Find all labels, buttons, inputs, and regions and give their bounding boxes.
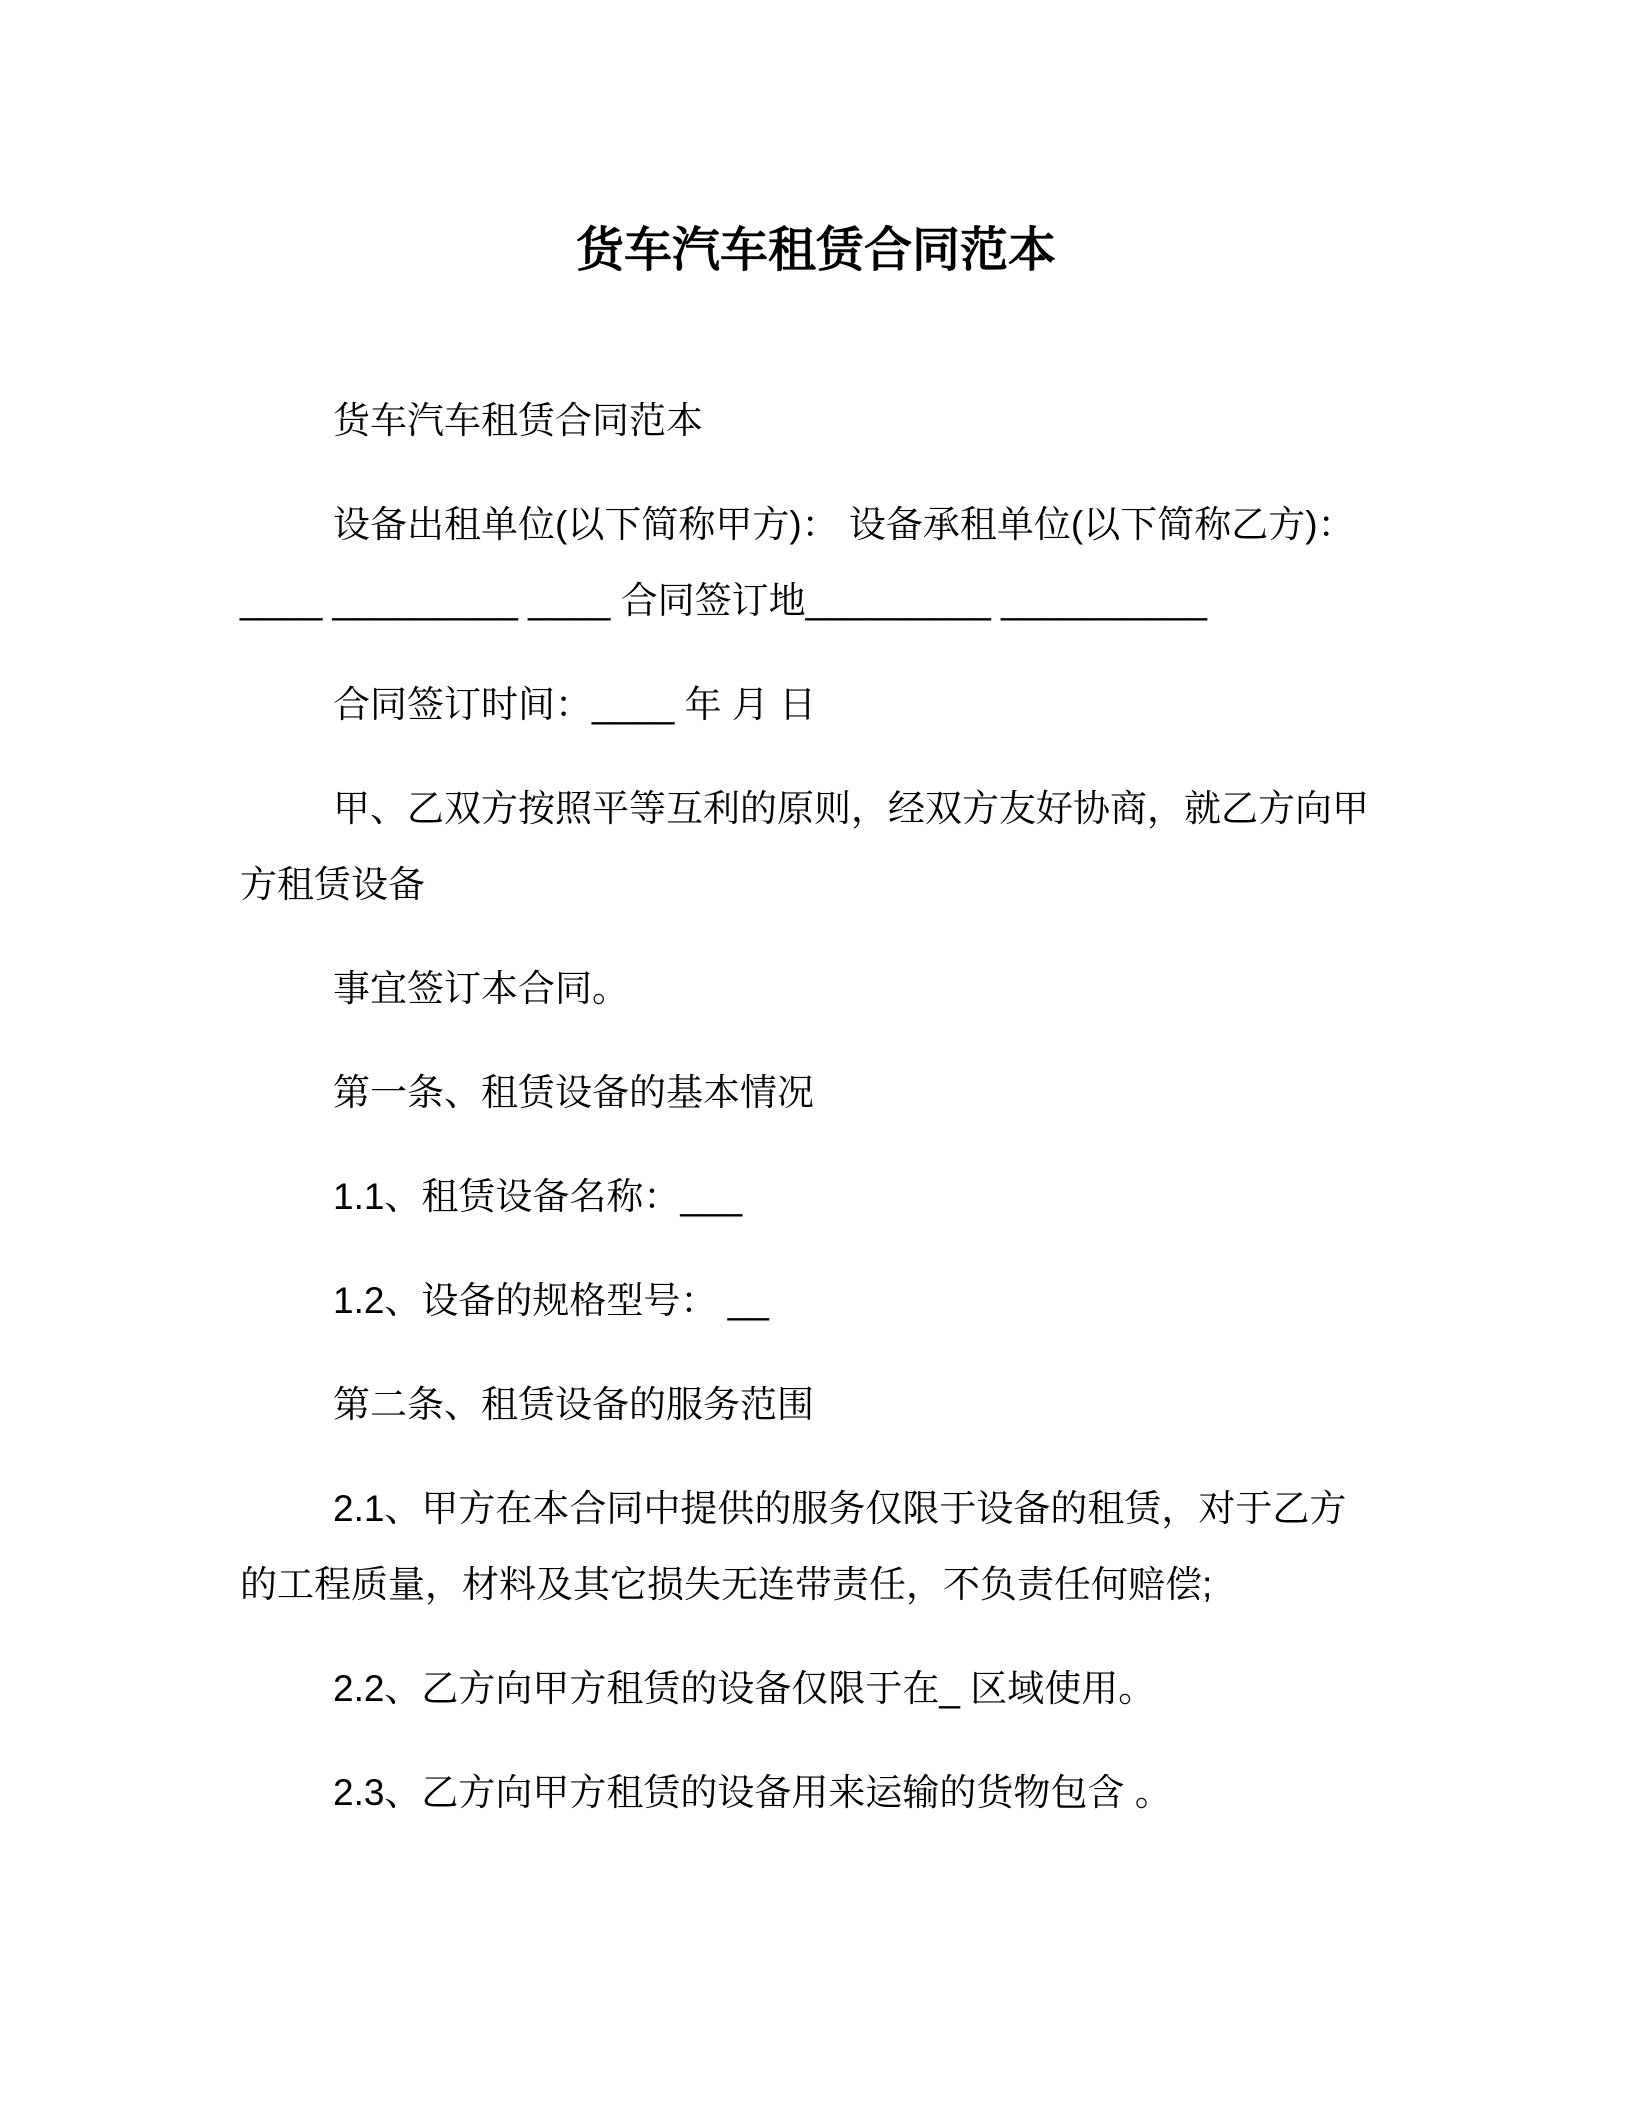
clause-2-3 — [240, 1755, 1440, 1831]
clause-2-1 — [240, 1471, 1440, 1623]
clause-2-2 — [240, 1651, 1440, 1727]
paragraph-line: 2.1、甲方在本合同中提供的服务仅限于设备的租赁，对于乙方 — [333, 1488, 1347, 1529]
paragraph-line: 合同签订时间：____ 年 月 日 — [333, 684, 817, 725]
paragraph-line: 事宜签订本合同。 — [333, 968, 629, 1009]
paragraph-line: 的工程质量，材料及其它损失无连带责任，不负责任何赔偿; — [240, 1564, 1213, 1605]
clause-1-1 — [240, 1159, 1440, 1235]
paragraph-heading-repeat — [240, 383, 1440, 459]
paragraph-line: 2.2、乙方向甲方租赁的设备仅限于在_ 区域使用。 — [333, 1668, 1156, 1709]
paragraph-line: 设备出租单位(以下简称甲方)： 设备承租单位(以下简称乙方)： — [333, 504, 1355, 545]
paragraph-line: 第二条、租赁设备的服务范围 — [333, 1384, 814, 1425]
paragraph-line: 第一条、租赁设备的基本情况 — [333, 1072, 814, 1113]
paragraph-signing-date — [240, 667, 1440, 743]
paragraph-line: 方租赁设备 — [240, 864, 425, 905]
paragraph-preamble — [240, 771, 1440, 923]
paragraph-line: ____ _________ ____ 合同签订地_________ __________ — [240, 580, 1207, 621]
paragraph-preamble-end — [240, 951, 1440, 1027]
article-1-heading — [240, 1055, 1440, 1131]
paragraph-line: 甲、乙双方按照平等互利的原则，经双方友好协商，就乙方向甲 — [333, 788, 1369, 829]
article-2-heading — [240, 1367, 1440, 1443]
paragraph-parties — [240, 487, 1440, 639]
paragraph-line: 1.1、租赁设备名称：___ — [333, 1176, 743, 1217]
document-title: 货车汽车租赁合同范本 — [575, 224, 1056, 277]
paragraph-line: 1.2、设备的规格型号： __ — [333, 1280, 769, 1321]
clause-1-2 — [240, 1263, 1440, 1339]
paragraph-line: 货车汽车租赁合同范本 — [333, 400, 703, 441]
paragraph-line: 2.3、乙方向甲方租赁的设备用来运输的货物包含 。 — [333, 1772, 1172, 1813]
document-body — [240, 383, 1440, 1859]
